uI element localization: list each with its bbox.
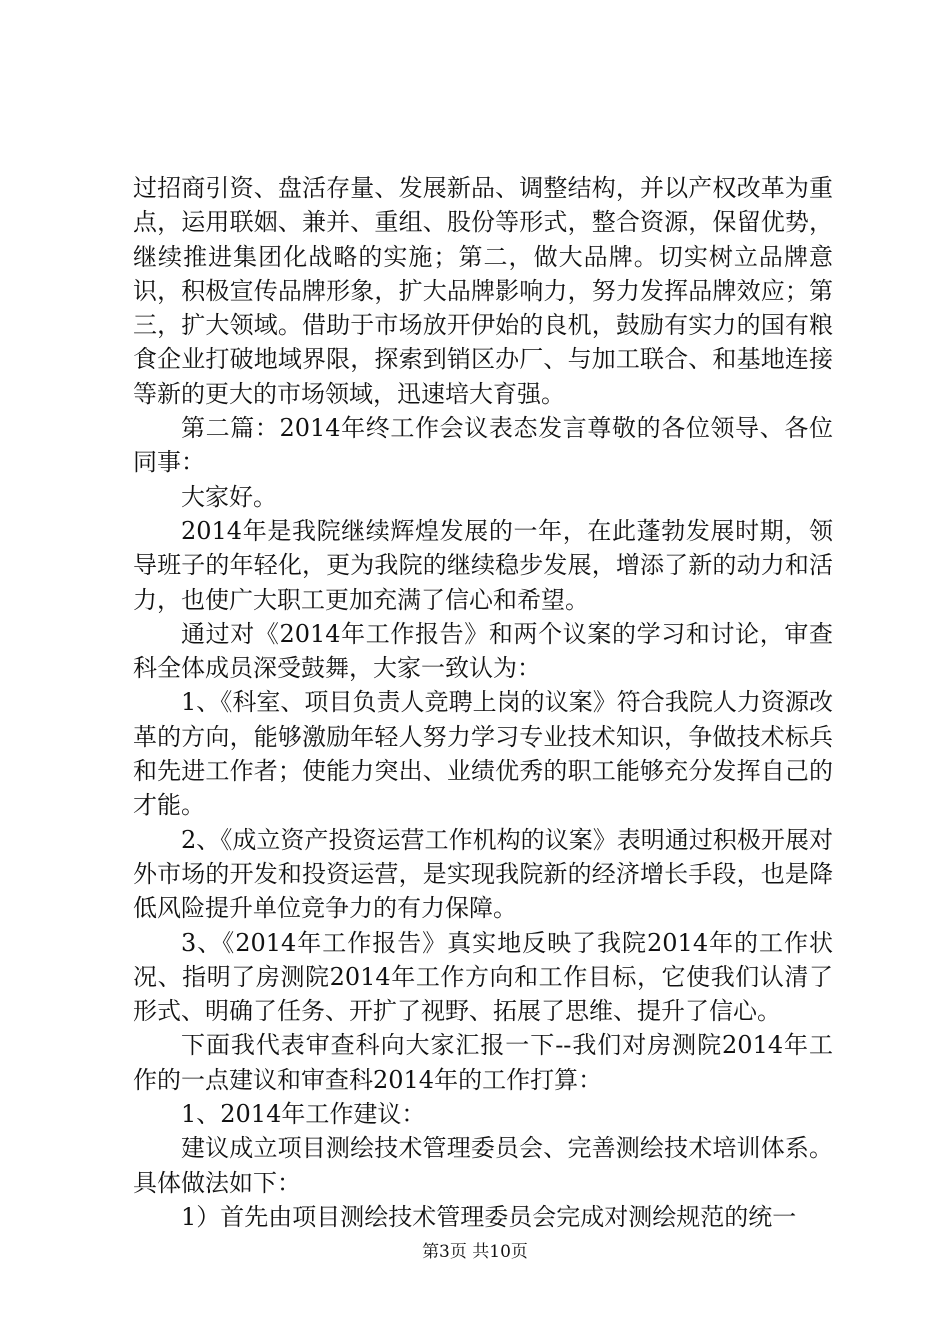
paragraph-continuation: 过招商引资、盘活存量、发展新品、调整结构，并以产权改革为重点，运用联姻、兼并、重组、股份等形式，整合资源，保留优势，继续推进集团化战略的实施；第二，做大品牌。切实树立品牌意识，积极宣传品牌形象，扩大品牌影响力，努力发挥品牌效应；第三，扩大领域。借助于市场放开伊始的良机，鼓励有实力的国有粮食企业打破地域界限，探索到销区办厂、与加工联合、和基地连接等新的更大的市场领域，迅速培大育强。 — [133, 174, 833, 408]
paragraph-report-intro: 下面我代表审查科向大家汇报一下--我们对房测院2014年工作的一点建议和审查科2014年的工作打算： — [133, 1031, 833, 1094]
paragraph-section-heading: 第二篇：2014年终工作会议表态发言尊敬的各位领导、各位同事： — [133, 414, 833, 477]
paragraph-suggestion-heading: 1、2014年工作建议： — [181, 1100, 426, 1129]
document-body — [133, 171, 833, 1234]
paragraph-point-3: 3、《2014年工作报告》真实地反映了我院2014年的工作状况、指明了房测院2014年工作方向和工作目标，它使我们认清了形式、明确了任务、开扩了视野、拓展了思维、提升了信心。 — [133, 928, 833, 1026]
page-footer: 第3页 共10页 — [422, 1242, 528, 1262]
paragraph-2014-review: 2014年是我院继续辉煌发展的一年，在此蓬勃发展时期，领导班子的年轻化，更为我院的继续稳步发展，增添了新的动力和活力，也使广大职工更加充满了信心和希望。 — [133, 516, 833, 614]
paragraph-point-2: 2、《成立资产投资运营工作机构的议案》表明通过积极开展对外市场的开发和投资运营，是实现我院新的经济增长手段，也是降低风险提升单位竞争力的有力保障。 — [133, 825, 833, 923]
paragraph-point-1: 1、《科室、项目负责人竞聘上岗的议案》符合我院人力资源改革的方向，能够激励年轻人努力学习专业技术知识，争做技术标兵和先进工作者；使能力突出、业绩优秀的职工能够充分发挥自己的才能。 — [133, 688, 833, 820]
paragraph-report-study: 通过对《2014年工作报告》和两个议案的学习和讨论，审查科全体成员深受鼓舞，大家一致认为： — [133, 619, 833, 683]
paragraph-greeting: 大家好。 — [181, 482, 277, 511]
paragraph-suggestion-body: 建议成立项目测绘技术管理委员会、完善测绘技术培训体系。具体做法如下： — [133, 1134, 833, 1197]
paragraph-step-1: 1）首先由项目测绘技术管理委员会完成对测绘规范的统一 — [181, 1202, 797, 1231]
